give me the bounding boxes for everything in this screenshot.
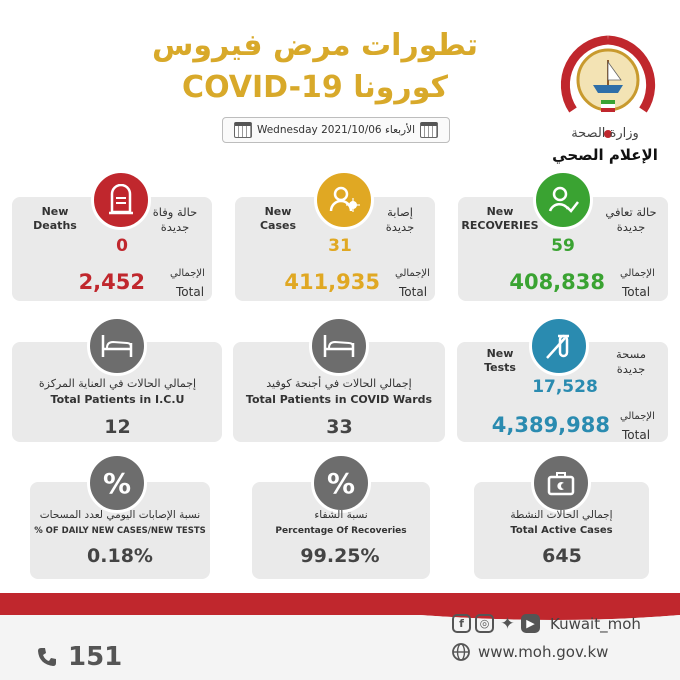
deaths-new-value: 0 — [116, 236, 128, 256]
wards-value: 33 — [326, 416, 353, 438]
calendar-icon — [420, 122, 438, 138]
ministry-name: وزارة الصحة — [571, 126, 639, 141]
tests-label-ar: مسحة جديدة — [615, 347, 646, 376]
deaths-total-value: 2,452 — [78, 270, 145, 294]
hotline[interactable] — [36, 642, 122, 672]
deaths-label-ar: حالة وفاة جديدة — [152, 205, 198, 234]
recovery-percent-label-ar: نسبة الشفاء — [314, 509, 368, 521]
wards-label-en: Total Patients in COVID Wards — [245, 393, 433, 406]
deaths-total-label-ar: الإجمالي — [170, 268, 205, 279]
hospital-bed-icon — [87, 316, 147, 376]
website-link[interactable] — [452, 643, 608, 661]
cases-new-value: 31 — [328, 236, 352, 256]
cases-label-ar: إصابة جديدة — [385, 205, 415, 234]
website-text: www.moh.gov.kw — [478, 643, 609, 661]
cases-label-en: New Cases — [259, 205, 297, 232]
globe-icon — [452, 643, 470, 661]
percent-icon: % — [87, 453, 147, 513]
test-tube-icon — [529, 316, 589, 376]
daily-percent-label-ar: نسبة الإصابات اليومي لعدد المسحات — [39, 509, 201, 521]
daily-percent-value: 0.18% — [87, 545, 153, 567]
wards-label-ar: إجمالي الحالات في أجنحة كوفيد — [266, 377, 412, 390]
active-cases-value: 645 — [542, 545, 582, 567]
health-media-label: الإعلام الصحي — [552, 146, 658, 164]
percent-icon: % — [311, 453, 371, 513]
ministry-logo — [553, 30, 663, 140]
date-bar — [222, 117, 450, 143]
tests-total-value: 4,389,988 — [491, 413, 610, 437]
tests-label-en: New Tests — [484, 347, 516, 374]
recoveries-total-value: 408,838 — [509, 270, 605, 294]
social-links — [452, 614, 641, 633]
hotline-number: 151 — [68, 642, 123, 672]
cases-total-value: 411,935 — [284, 270, 380, 294]
phone-icon — [36, 646, 58, 668]
recovery-percent-value: 99.25% — [300, 545, 380, 567]
instagram-icon[interactable]: ◎ — [475, 614, 494, 633]
active-cases-label-ar: إجمالي الحالات النشطة — [510, 509, 613, 521]
daily-percent-label-en: % OF DAILY NEW CASES/NEW TESTS — [34, 526, 206, 536]
deaths-label-en: New Deaths — [33, 205, 77, 232]
medical-kit-icon — [531, 453, 591, 513]
calendar-icon — [234, 122, 252, 138]
title-arabic: تطورات مرض فيروس — [151, 28, 479, 63]
icu-label-ar: إجمالي الحالات في العناية المركزة — [38, 377, 197, 390]
icu-value: 12 — [104, 416, 131, 438]
deaths-total-label-en: Total — [176, 285, 205, 299]
tests-total-label-ar: الإجمالي — [620, 411, 655, 422]
recoveries-new-value: 59 — [551, 236, 575, 256]
recoveries-total-label-ar: الإجمالي — [620, 268, 655, 279]
twitter-icon[interactable]: ✦ — [500, 613, 515, 634]
recoveries-label-ar: حالة تعافي جديدة — [605, 205, 657, 234]
cases-total-label-en: Total — [399, 285, 428, 299]
facebook-icon[interactable]: f — [452, 614, 471, 633]
title-covid: COVID-19 كورونا — [182, 70, 448, 105]
hospital-bed-icon — [309, 316, 369, 376]
recoveries-label-en: New RECOVERIES — [461, 205, 539, 232]
infected-person-icon — [314, 170, 374, 230]
recoveries-total-label-en: Total — [622, 285, 651, 299]
recovery-percent-label-en: Percentage Of Recoveries — [275, 526, 407, 536]
icu-label-en: Total Patients in I.C.U — [50, 393, 185, 406]
cases-total-label-ar: الإجمالي — [395, 268, 430, 279]
tests-total-label-en: Total — [622, 428, 651, 442]
youtube-icon[interactable]: ▶ — [521, 614, 540, 633]
tests-new-value: 17,528 — [532, 377, 598, 397]
date-text: Wednesday 2021/10/06 الأربعاء — [256, 124, 416, 136]
active-cases-label-en: Total Active Cases — [510, 525, 613, 536]
social-handle[interactable]: Kuwait_moh — [550, 614, 641, 633]
